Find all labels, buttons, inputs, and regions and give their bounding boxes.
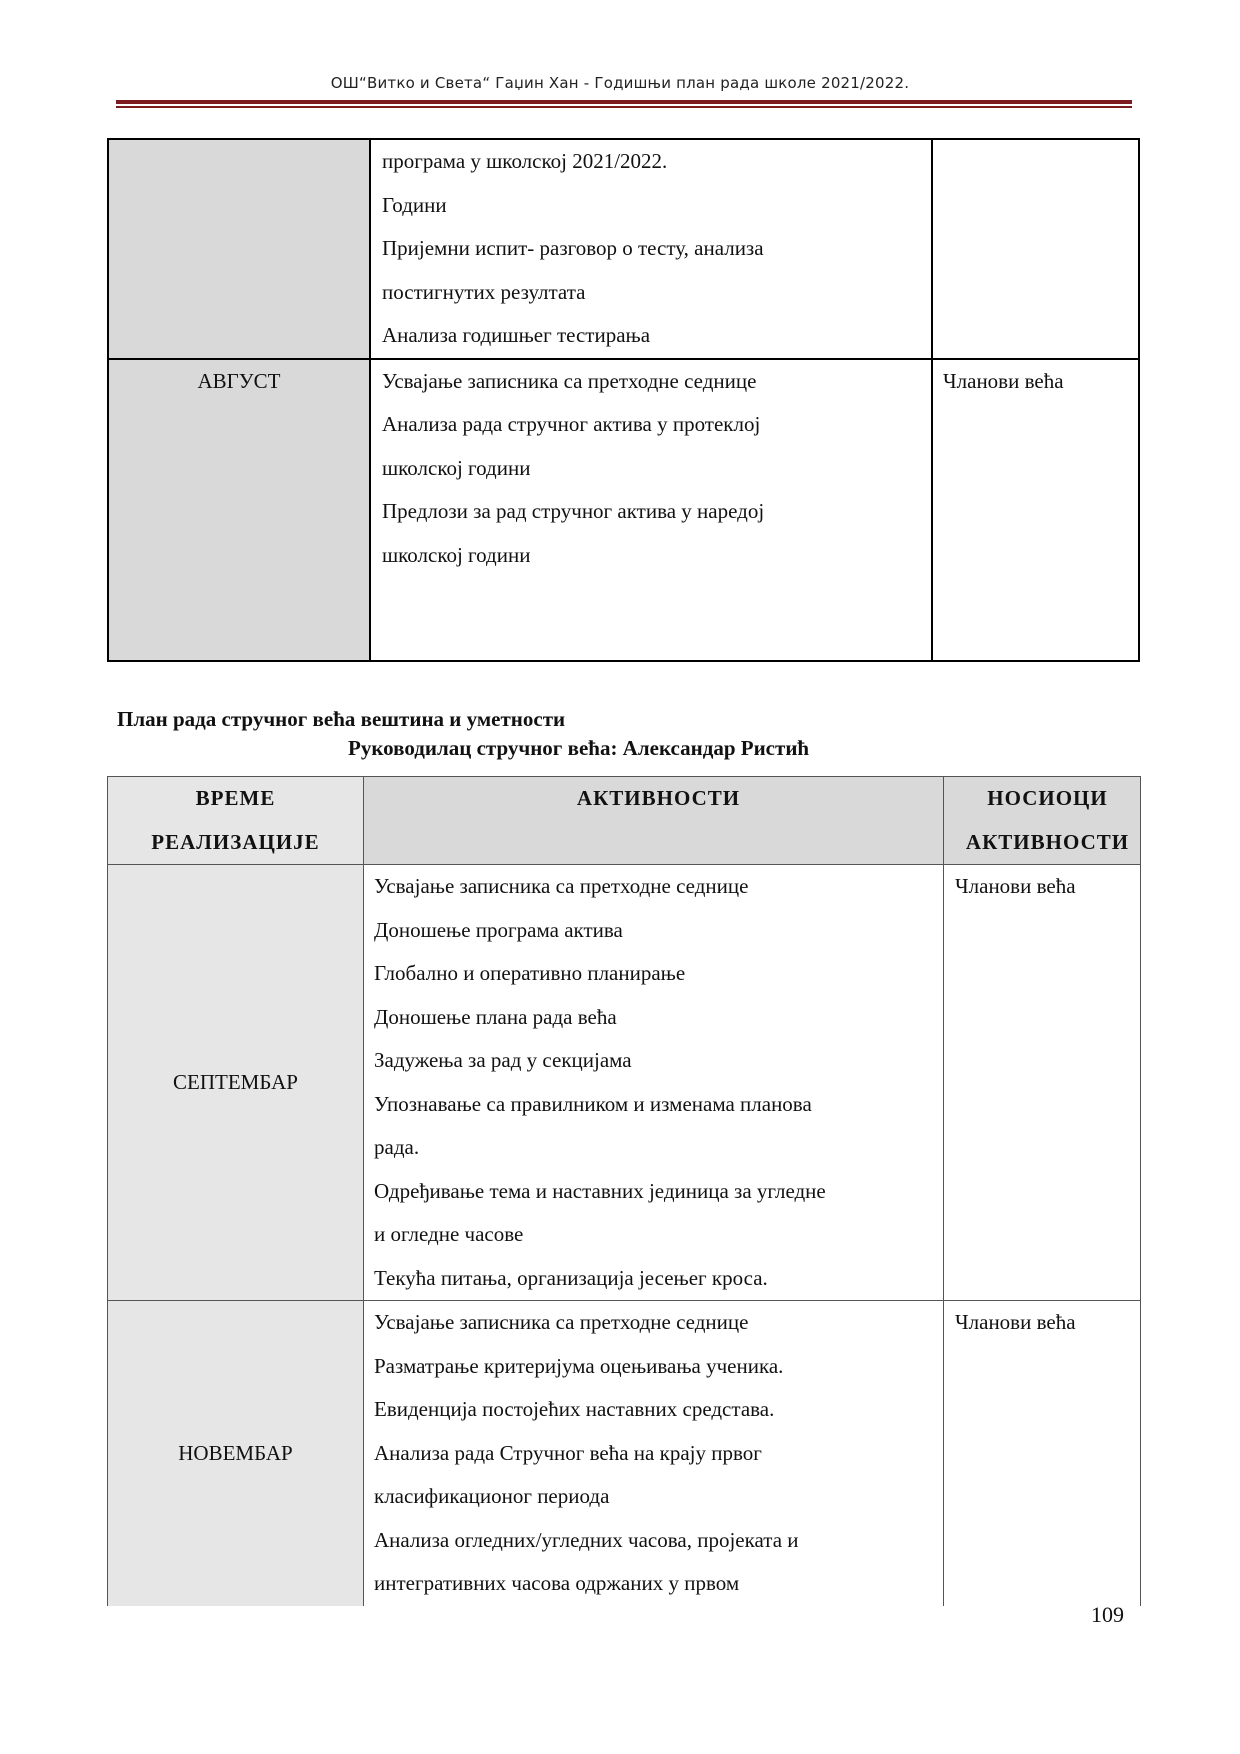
activity-line: Усвајање записника са претходне седнице xyxy=(374,1310,749,1334)
month-cell: НОВЕМБАР xyxy=(108,1301,364,1606)
activity-line: школској години xyxy=(382,542,531,567)
activity-line: рада. xyxy=(374,1135,420,1159)
activity-line: Евиденција постојећих наставних средстава. xyxy=(374,1397,775,1421)
section-title: План рада стручног већа вештина и уметности xyxy=(117,707,566,731)
activity-line: Разматрање критеријума оцењивања ученика. xyxy=(374,1353,784,1378)
activity-line: Доношење програма актива xyxy=(374,917,623,942)
month-cell xyxy=(108,139,370,359)
month-cell: АВГУСТ xyxy=(108,359,370,661)
activities-cell xyxy=(370,359,932,661)
activity-line: Глобално и оперативно планирање xyxy=(374,961,686,985)
activity-line: Предлози за рад стручног актива у наредој xyxy=(382,499,765,523)
activity-line: Упознавање са правилником и изменама планова xyxy=(374,1091,812,1116)
month-cell: СЕПТЕМБАР xyxy=(108,865,364,1301)
activity-line: Усвајање записника са претходне седнице xyxy=(374,874,749,898)
activity-line: класификационог периода xyxy=(374,1484,610,1508)
page-number: 109 xyxy=(1091,1602,1124,1627)
carriers-cell: Чланови већа xyxy=(932,359,1139,661)
activity-line: Анализа рада Стручног већа на крају првог xyxy=(374,1440,762,1465)
activity-line: постигнутих резултата xyxy=(382,279,586,304)
activity-line: Анализа рада стручног актива у протеклој xyxy=(382,412,761,436)
header-time-line2: РЕАЛИЗАЦИЈЕ xyxy=(151,829,320,854)
page-header: ОШ“Витко и Света“ Гаџин Хан - Годишњи план рада школе 2021/2022. xyxy=(330,74,910,92)
activities-cell xyxy=(364,865,944,1301)
activity-line: програма у школској 2021/2022. xyxy=(382,149,668,173)
header-rule-thin xyxy=(116,106,1132,108)
table-row xyxy=(108,139,1139,359)
activity-line: Задужења за рад у секцијама xyxy=(374,1048,632,1072)
activity-line: интегративних часова одржаних у првом xyxy=(374,1571,740,1595)
activity-line: Пријемни испит- разговор о тесту, анализа xyxy=(382,236,764,260)
table-row xyxy=(108,865,1141,1301)
activity-line: Анализа огледних/угледних часова, пројеката и xyxy=(374,1527,799,1552)
header-activities: АКТИВНОСТИ xyxy=(364,777,944,865)
header-carriers xyxy=(944,777,1141,865)
activities-table-continued xyxy=(107,138,1140,662)
table-row xyxy=(108,359,1139,661)
section-subtitle: Руководилац стручног већа: Александар Ристић xyxy=(348,736,810,760)
activities-cell xyxy=(364,1301,944,1606)
table-header-row xyxy=(108,777,1141,865)
table-row xyxy=(108,1301,1141,1606)
activity-line: Усвајање записника са претходне седнице xyxy=(382,368,757,393)
activity-line: и огледне часове xyxy=(374,1222,524,1246)
activities-table xyxy=(107,776,1141,1606)
carriers-cell: Чланови већа xyxy=(944,865,1141,1301)
carriers-cell: Чланови већа xyxy=(944,1301,1141,1606)
header-time-line1: ВРЕМЕ xyxy=(195,786,276,810)
carriers-cell xyxy=(932,139,1139,359)
header-carriers-line1: НОСИОЦИ xyxy=(987,786,1108,810)
header-carriers-line2: АКТИВНОСТИ xyxy=(965,829,1130,854)
header-rule-thick xyxy=(116,100,1132,104)
activities-cell xyxy=(370,139,932,359)
activity-line: Доношење плана рада већа xyxy=(374,1004,617,1029)
activity-line: Одређивање тема и наставних јединица за угледне xyxy=(374,1178,826,1203)
activity-line: Текућа питања, организација јесењег кроса. xyxy=(374,1265,768,1290)
activity-line: Години xyxy=(382,192,447,217)
activity-line: школској години xyxy=(382,455,531,480)
activity-line: Анализа годишњег тестирања xyxy=(382,323,651,347)
header-time xyxy=(108,777,364,865)
